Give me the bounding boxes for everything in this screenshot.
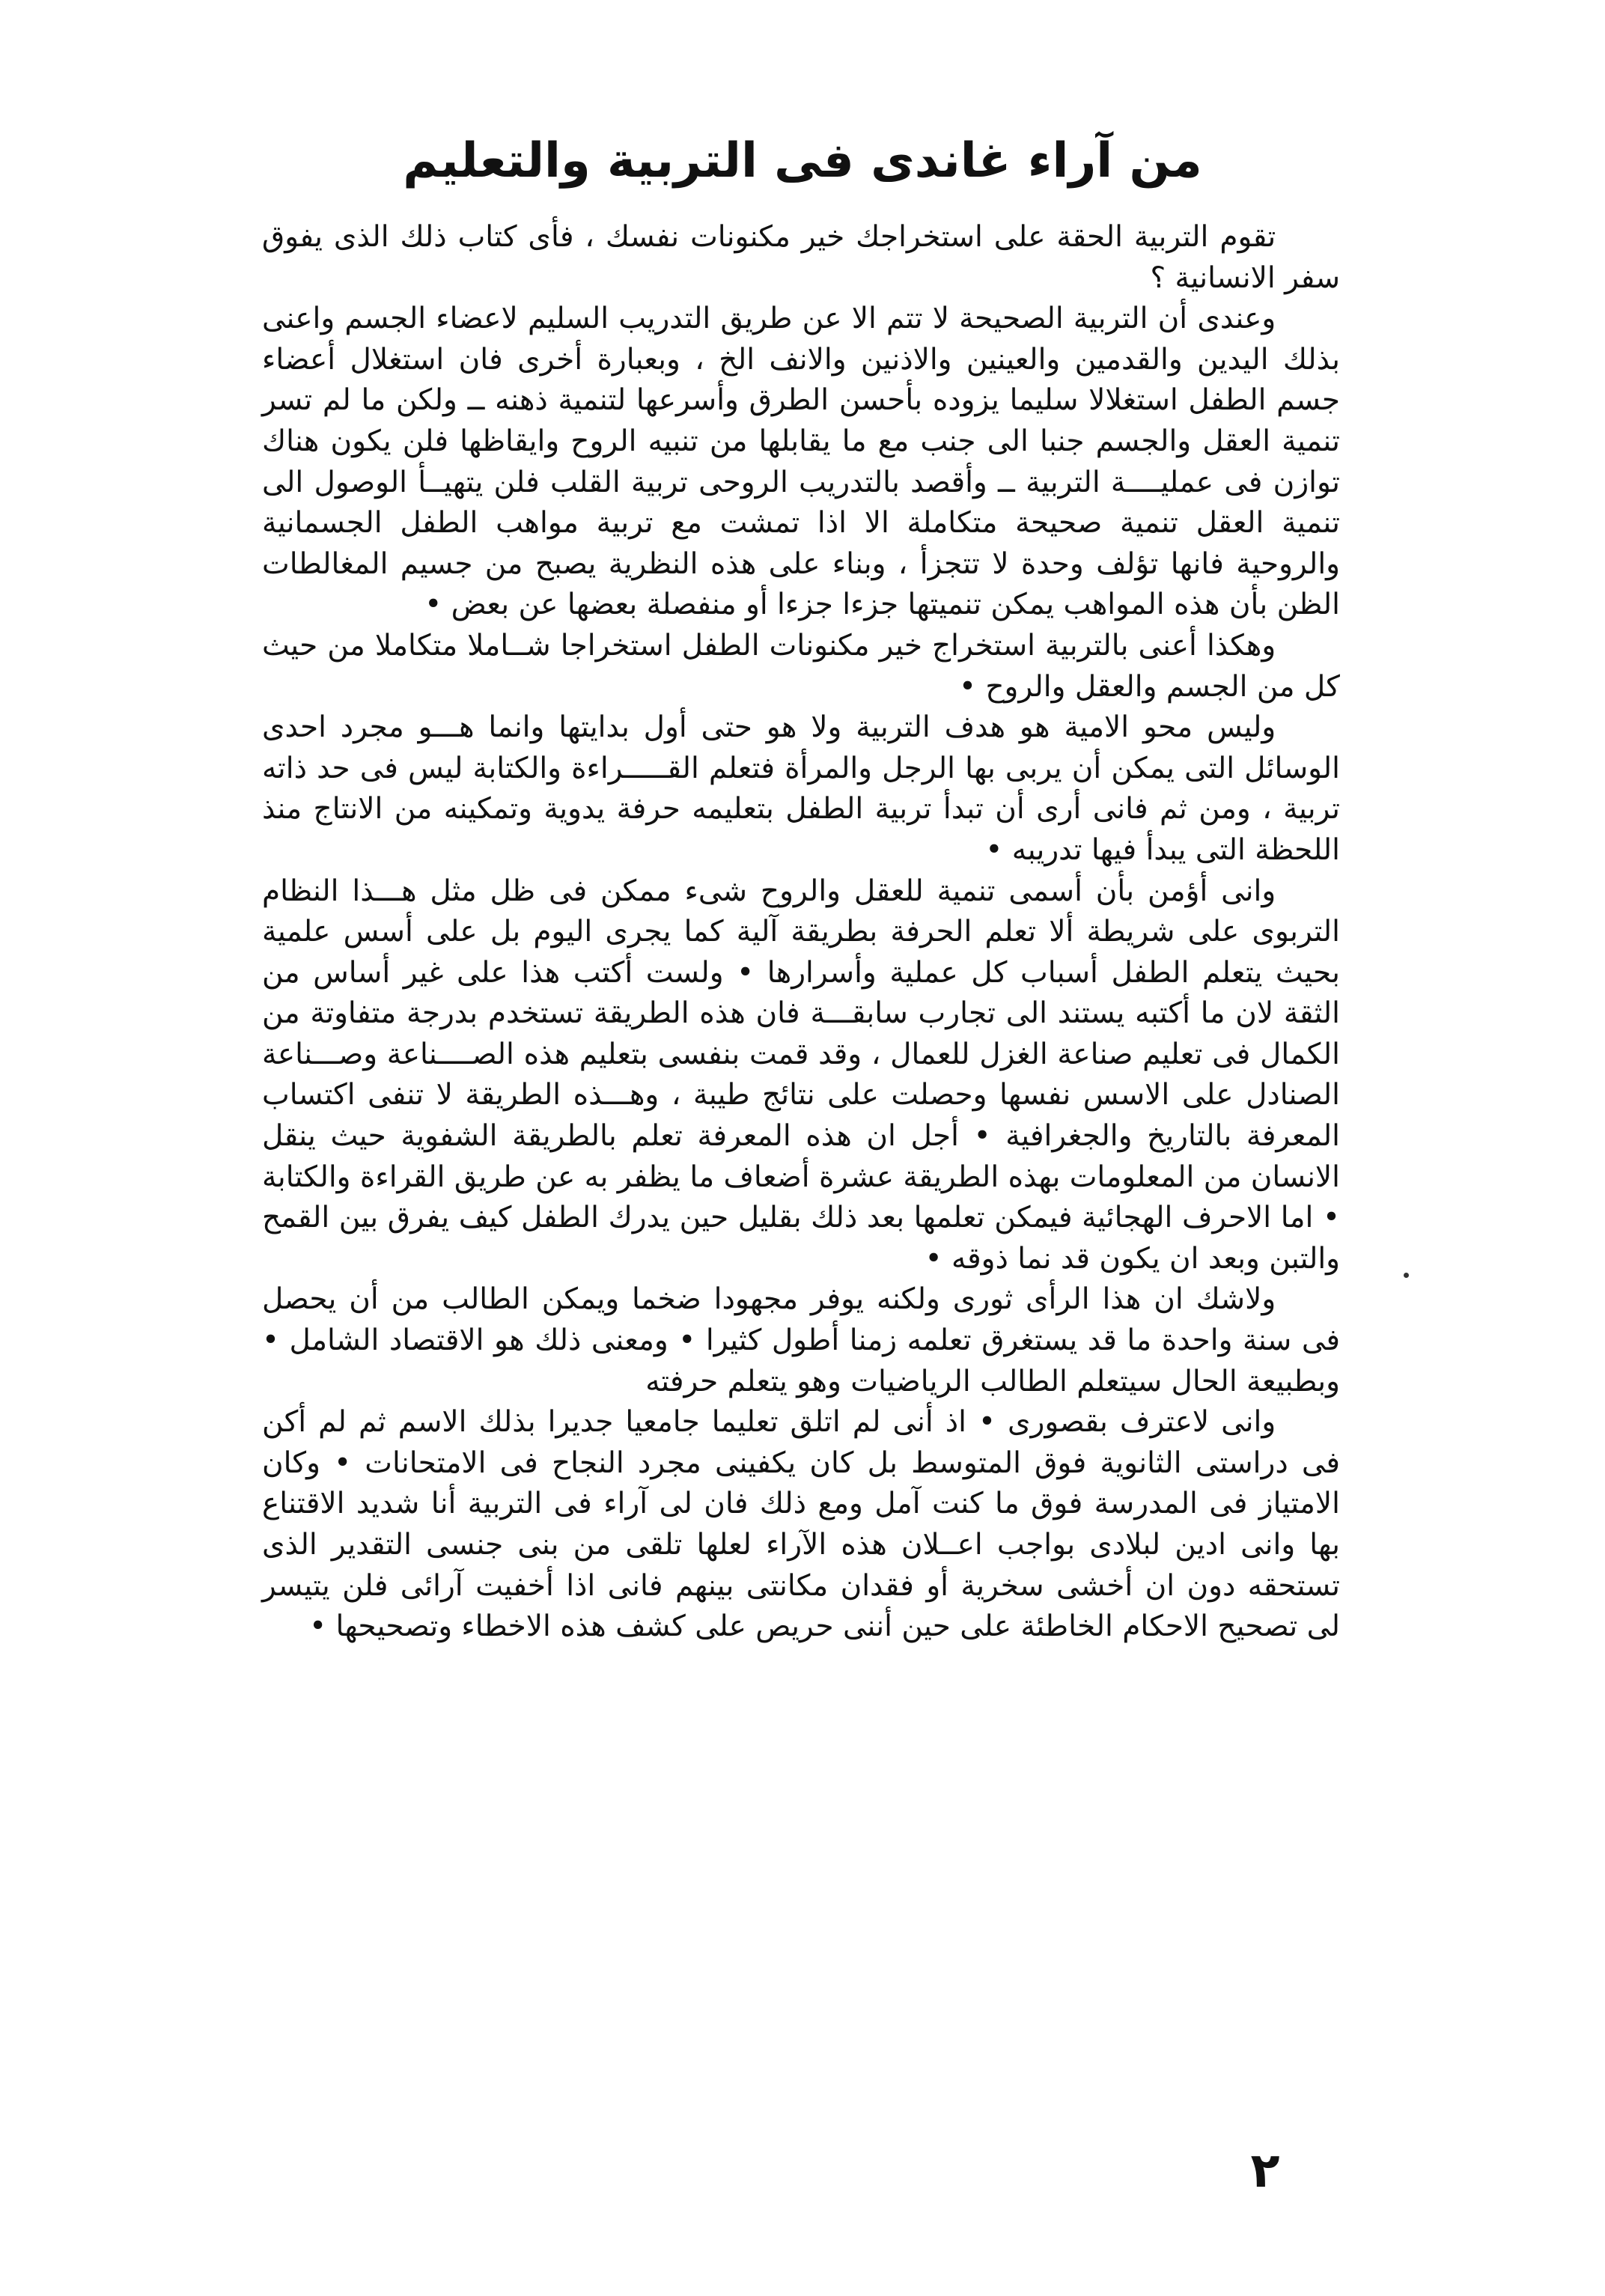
scan-speck	[1404, 1273, 1409, 1278]
paragraph: وليس محو الامية هو هدف التربية ولا هو حتى أول بدايتها وانما هـــو مجرد احدى الوسائل التى يمكن أن يربى بها الرجل والمرأة فتعلم القـــــراءة والكتابة ليس فى حد ذاته تربية ، ومن ثم فانى أرى أن تبدأ تربية الطفل بتعليمه حرفة يدوية وتمكينه من الانتاج منذ اللحظة التى يبدأ فيها تدريبه •	[262, 710, 1340, 867]
paragraph: وانى لاعترف بقصورى • اذ أنى لم اتلق تعليما جامعيا جديرا بذلك الاسم ثم لم أكن فى دراستى الثانوية فوق المتوسط بل كان يكفينى مجرد النجاح فى الامتحانات • وكان الامتياز فى المدرسة فوق ما كنت آمل ومع ذلك فان لى آراء فى التربية أنا شديد الاقتناع بها وانى ادين لبلادى بواجب اعــلان هذه الآراء لعلها تلقى من بنى جنسى التقدير الذى تستحقه دون ان أخشى سخرية أو فقدان مكانتى بينهم فانى اذا أخفيت آرائى فلن يتيسر لى تصحيح الاحكام الخاطئة على حين أننى حريص على كشف هذه الاخطاء وتصحيحها •	[262, 1405, 1340, 1644]
paragraph: تقوم التربية الحقة على استخراجك خير مكنونات نفسك ، فأى كتاب ذلك الذى يفوق سفر الانسانية ؟	[262, 220, 1340, 295]
paragraph: ولاشك ان هذا الرأى ثورى ولكنه يوفر مجهودا ضخما ويمكن الطالب من أن يحصل فى سنة واحدة ما قد يستغرق تعلمه زمنا أطول كثيرا • ومعنى ذلك هو الاقتصاد الشامل • وبطبيعة الحال سيتعلم الطالب الرياضيات وهو يتعلم حرفته	[262, 1282, 1340, 1398]
paragraph: وانى أؤمن بأن أسمى تنمية للعقل والروح شىء ممكن فى ظل مثل هـــذا النظام التربوى على شريطة ألا تعلم الحرفة بطريقة آلية كما يجرى اليوم بل على أسس علمية بحيث يتعلم الطفل أسباب كل عملية وأسرارها • ولست أكتب هذا على غير أساس من الثقة لان ما أكتبه يستند الى تجارب سابقـــة فان هذه الطريقة تستخدم بدرجة متفاوتة من الكمال فى تعليم صناعة الغزل للعمال ، وقد قمت بنفسى بتعليم هذه الصــــناعة وصـــناعة الصنادل على الاسس نفسها وحصلت على نتائج طيبة ، وهـــذه الطريقة لا تنفى اكتساب المعرفة بالتاريخ والجغرافية • أجل ان هذه المعرفة تعلم بالطريقة الشفوية حيث ينقل الانسان من المعلومات بهذه الطريقة عشرة أضعاف ما يظفر به عن طريق القراءة والكتابة • اما الاحرف الهجائية فيمكن تعلمها بعد ذلك بقليل حين يدرك الطفل كيف يفرق بين القمح والتبن وبعد ان يكون قد نما ذوقه •	[262, 874, 1341, 1276]
article-title: من آراء غاندى فى التربية والتعليم	[403, 133, 1202, 189]
article-body	[262, 217, 1340, 1648]
paragraph: وهكذا أعنى بالتربية استخراج خير مكنونات الطفل استخراجا شــاملا متكاملا من حيث كل من الجسم والعقل والروح •	[262, 628, 1340, 704]
paragraph: وعندى أن التربية الصحيحة لا تتم الا عن طريق التدريب السليم لاعضاء الجسم واعنى بذلك اليدين والقدمين والعينين والاذنين والانف الخ ، وبعبارة أخرى فان استغلال أعضاء جسم الطفل استغلالا سليما يزوده بأحسن الطرق وأسرعها لتنمية ذهنه ــ ولكن ما لم تسر تنمية العقل والجسم جنبا الى جنب مع ما يقابلها من تنبيه الروح وايقاظها فلن يكون هناك توازن فى عمليــــة التربية ــ وأقصد بالتدريب الروحى تربية القلب فلن يتهيــأ الوصول الى تنمية العقل تنمية صحيحة متكاملة الا اذا تمشت مع تربية مواهب الطفل الجسمانية والروحية فانها تؤلف وحدة لا تتجزأ ، وبناء على هذه النظرية يصبح من جسيم المغالطات الظن بأن هذه المواهب يمكن تنميتها جزءا جزءا أو منفصلة بعضها عن بعض •	[262, 302, 1340, 622]
page-number: ٢	[1250, 2143, 1280, 2199]
